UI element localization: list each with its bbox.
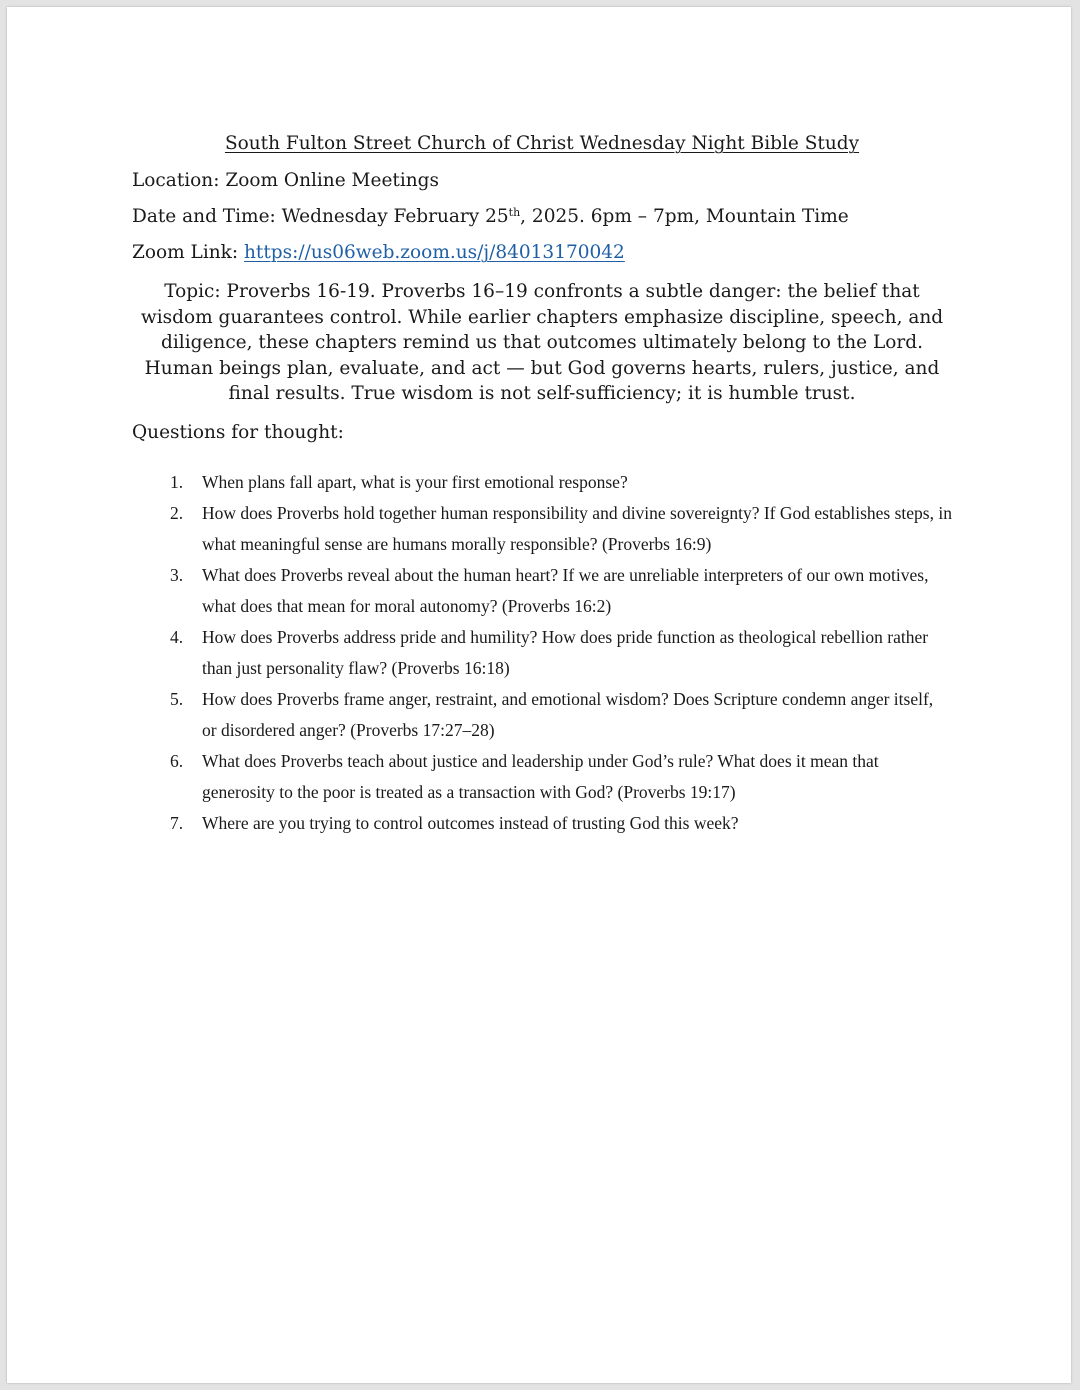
question-item [132,808,952,839]
datetime-line [132,205,952,229]
topic-paragraph: Topic: Proverbs 16-19. Proverbs 16–19 confronts a subtle danger: the belief that wisdom guarantees control. While earlier chapters emphasize discipline, speech, and diligence, these chapters remind us that outcomes ultimately belong to the Lord. Human beings plan, evaluate, and act — but God governs hearts, rulers, justice, and final results. True wisdom is not self-sufficiency; it is humble trust. [140,281,944,405]
question-number: 6. [170,750,184,771]
question-item [132,467,952,498]
document-page [7,7,1071,1383]
question-text: How does Proverbs address pride and humility? How does pride function as theological rebellion rather than just personality flaw? (Proverbs 16:18) [202,626,929,678]
question-number: 2. [170,502,184,523]
question-item [132,560,952,622]
location-label: Location: [132,170,220,191]
question-number: 7. [170,812,184,833]
location-line [132,169,952,193]
datetime-day: Wednesday February 25 [281,206,509,227]
datetime-label: Date and Time: [132,206,276,227]
question-text: How does Proverbs frame anger, restraint, and emotional wisdom? Does Scripture condemn anger itself, or disordered anger? (Proverbs 17:27–28) [202,688,934,740]
question-number: 4. [170,626,184,647]
document-content [132,132,952,839]
question-number: 5. [170,688,184,709]
question-text: What does Proverbs reveal about the human heart? If we are unreliable interpreters of our own motives, what does that mean for moral autonomy? (Proverbs 16:2) [202,564,929,616]
question-text: What does Proverbs teach about justice and leadership under God’s rule? What does it mean that generosity to the poor is treated as a transaction with God? (Proverbs 19:17) [202,750,879,802]
question-text: How does Proverbs hold together human responsibility and divine sovereignty? If God establishes steps, in what meaningful sense are humans morally responsible? (Proverbs 16:9) [202,502,952,554]
question-number: 1. [170,471,184,492]
question-item [132,684,952,746]
zoom-label: Zoom Link: [132,242,239,263]
datetime-suffix: , 2025. 6pm – 7pm, Mountain Time [520,206,849,227]
question-text: Where are you trying to control outcomes instead of trusting God this week? [202,812,739,833]
question-item [132,746,952,808]
question-item [132,622,952,684]
datetime-value [282,206,849,227]
question-text: When plans fall apart, what is your first emotional response? [202,471,628,492]
zoom-line [132,241,952,265]
datetime-ordinal: th [508,206,521,219]
zoom-link[interactable]: https://us06web.zoom.us/j/84013170042 [244,242,625,263]
questions-list [132,467,952,839]
question-item [132,498,952,560]
location-value: Zoom Online Meetings [225,170,439,191]
question-number: 3. [170,564,184,585]
questions-heading: Questions for thought: [132,421,344,443]
document-title: South Fulton Street Church of Christ Wednesday Night Bible Study [224,133,860,154]
